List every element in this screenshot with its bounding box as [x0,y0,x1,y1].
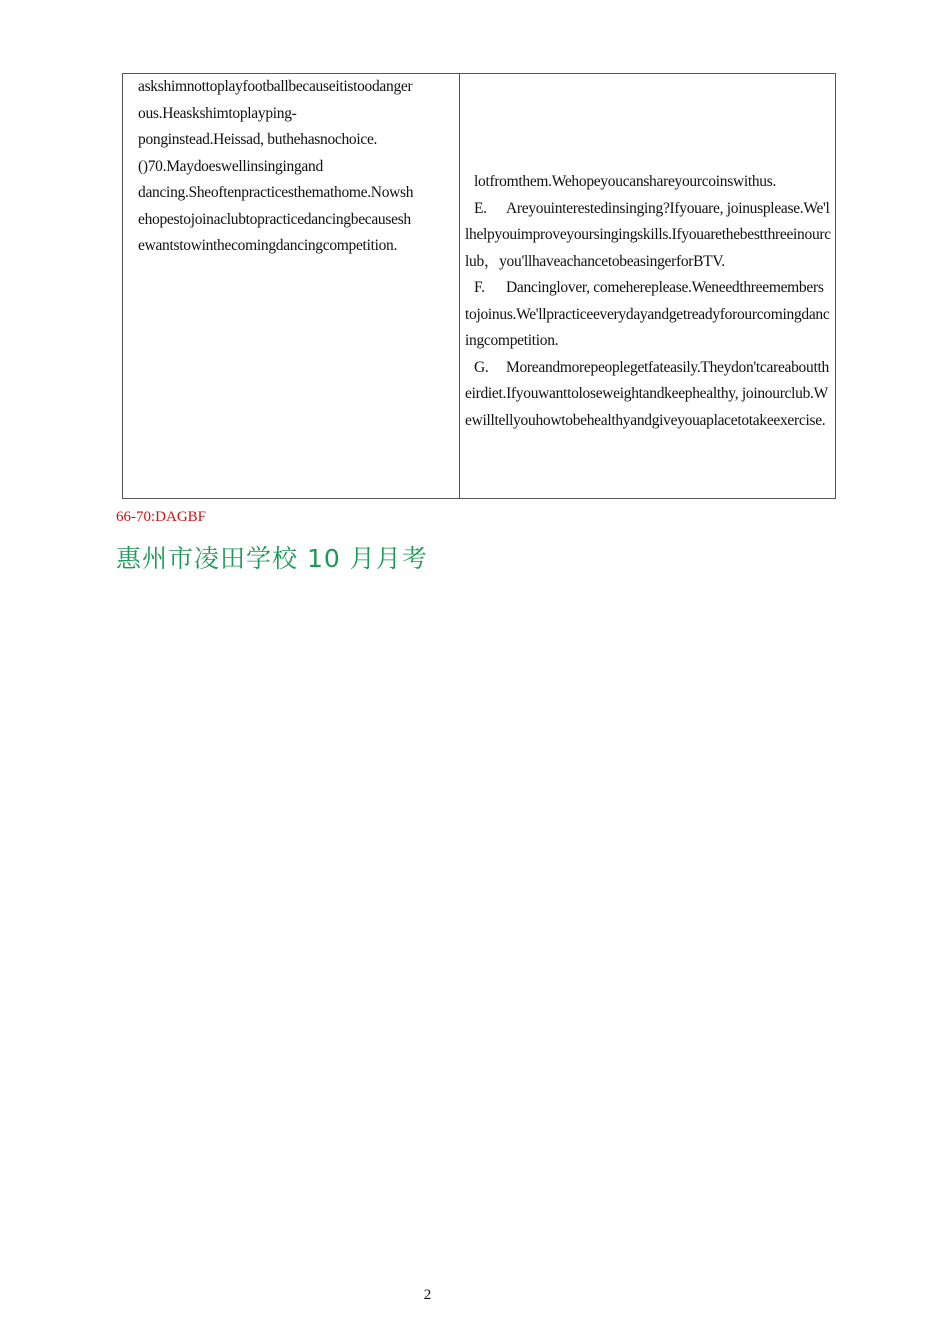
option-e [465,196,831,276]
page-number: 2 [423,1287,432,1303]
passage-line: ponginstead.Heissad, buthehasnochoice. [138,131,378,148]
answer-key: 66-70:DAGBF [116,509,207,525]
passage-line: askshimnottoplayfootballbecauseitistoodanger [138,78,413,95]
option-letter: G. [474,358,489,376]
option-text: Moreandmorepeoplegetfateasily.Theydon'tcareabouttheirdiet.Ifyouwanttoloseweightandkeephealthy, joinourclub.Wewilltellyouhowtobehealthyandgiveyouaplacetotakeexercise. [465,358,829,429]
option-letter: E. [474,199,487,217]
options-text [460,74,835,434]
passage-line: ewantstowinthecomingdancingcompetition. [138,237,398,254]
passage-text [123,74,459,260]
passage-line: dancing.Sheoftenpracticesthemathome.Nowsh [138,184,414,201]
passage-line: ()70.Maydoeswellinsingingand [138,157,323,175]
question-table [122,73,836,499]
school-title: 惠州市凌田学校 10 月月考 [116,544,428,573]
option-f [465,275,831,355]
option-text: Areyouinterestedinsinging?Ifyouare, joinusplease.We'llhelpyouimproveyoursingingskills.Ifyouarethebestthreeinourclub，you'llhaveachancetobeasingerforBTV. [465,199,831,270]
options-cell [460,74,836,499]
option-letter: F. [474,279,485,296]
passage-line: ehopestojoinaclubtopracticedancingbecausesh [138,210,411,228]
passage-line: ous.Heaskshimtoplayping- [138,104,297,122]
option-g [465,355,831,435]
option-text: Dancinglover, comehereplease.Weneedthreemembers tojoinus.We'llpracticeeverydayandgetreadyforourcomingdancingcompetition. [465,279,830,349]
passage-cell [123,74,460,499]
option-d-continuation: lotfromthem.Wehopeyoucanshareyourcoinswithus. [474,173,777,190]
